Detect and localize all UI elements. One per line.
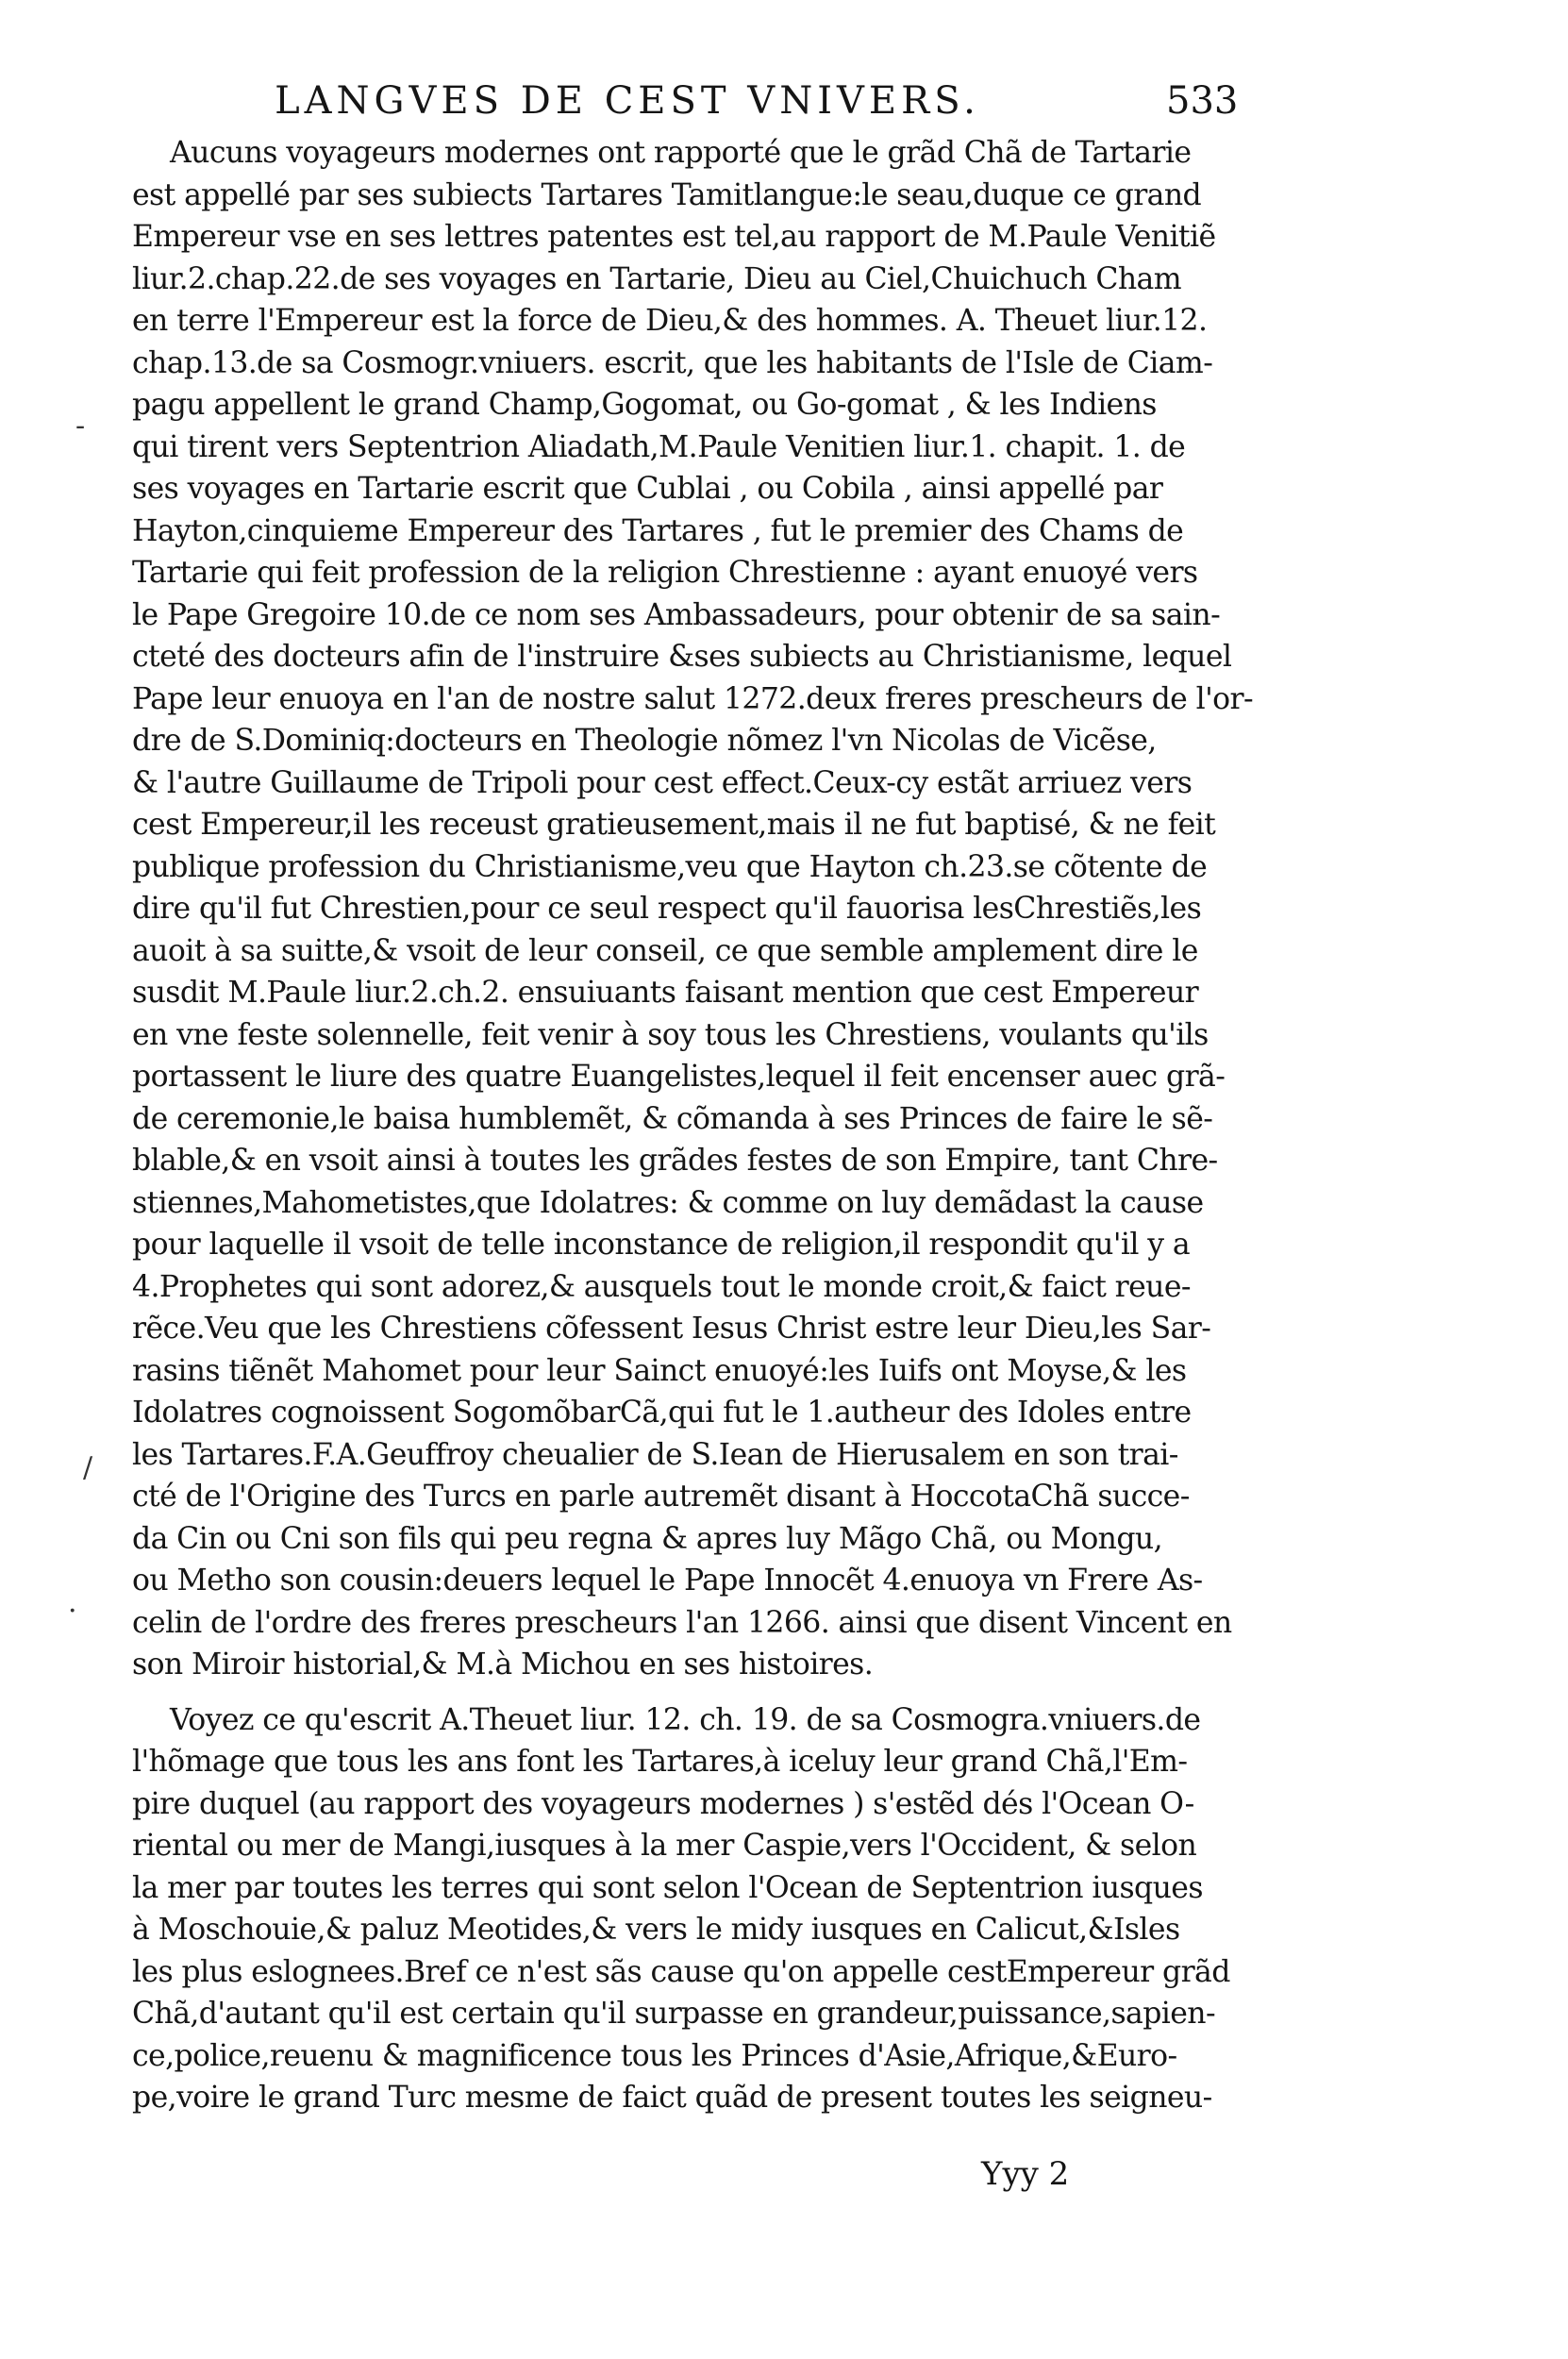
text-line: 4.Prophetes qui sont adorez,& ausquels tout le monde croit,& faict reue- [132, 1269, 1191, 1304]
text-line: stiennes,Mahometistes,que Idolatres: & comme on luy demãdast la cause [132, 1185, 1204, 1220]
text-line: chap.13.de sa Cosmogr.vniuers. escrit, que les habitants de l'Isle de Ciam- [132, 345, 1213, 380]
text-line: riental ou mer de Mangi,iusques à la mer Caspie,vers l'Occident, & selon [132, 1829, 1197, 1863]
text-line: en vne feste solennelle, feit venir à soy tous les Chrestiens, voulants qu'ils [132, 1017, 1209, 1052]
margin-dash-mark: - [75, 410, 86, 443]
text-line: & l'autre Guillaume de Tripoli pour cest effect.Ceux-cy estãt arriuez vers [132, 765, 1193, 800]
text-line: la mer par toutes les terres qui sont selon l'Ocean de Septentrion iusques [132, 1870, 1203, 1905]
text-line: pire duquel (au rapport des voyageurs modernes ) s'estẽd dés l'Ocean O- [132, 1786, 1194, 1821]
text-line: da Cin ou Cni son fils qui peu regna & apres luy Mãgo Chã, ou Mongu, [132, 1521, 1163, 1556]
text-line: ce,police,reuenu & magnificence tous les Princes d'Asie,Afrique,&Euro- [132, 2038, 1177, 2073]
text-line: auoit à sa suitte,& vsoit de leur conseil, ce que semble amplement dire le [132, 933, 1198, 968]
text-line: de ceremonie,le baisa humblemẽt, & cõmanda à ses Princes de faire le sẽ- [132, 1101, 1213, 1136]
text-line: à Moschouie,& paluz Meotides,& vers le midy iusques en Calicut,&Isles [132, 1913, 1180, 1947]
text-line: blable,& en vsoit ainsi à toutes les grãdes festes de son Empire, tant Chre- [132, 1144, 1218, 1178]
text-line: cest Empereur,il les receust gratieusement,mais il ne fut baptisé, & ne feit [132, 808, 1216, 842]
text-line: qui tirent vers Septentrion Aliadath,M.Paule Venitien liur.1. chapit. 1. de [132, 429, 1186, 464]
text-line: rẽce.Veu que les Chrestiens cõfessent Iesus Christ estre leur Dieu,les Sar- [132, 1312, 1211, 1346]
text-line: Hayton,cinquieme Empereur des Tartares , fut le premier des Chams de [132, 513, 1184, 548]
margin-dot-mark: · [68, 1595, 77, 1628]
text-line: les plus eslognees.Bref ce n'est sãs cause qu'on appelle cestEmpereur grãd [132, 1954, 1230, 1989]
text-line: est appellé par ses subiects Tartares Tamitlangue:le seau,duque ce grand [132, 177, 1202, 212]
running-title: LANGVES DE CEST VNIVERS. [275, 79, 980, 123]
text-line: portassent le liure des quatre Euangelistes,lequel il feit encenser auec grã- [132, 1060, 1226, 1094]
margin-stroke-mark: / [83, 1451, 93, 1484]
text-line: ou Metho son cousin:deuers lequel le Pape Innocẽt 4.enuoya vn Frere As- [132, 1564, 1203, 1598]
signature-mark: Yyy 2 [981, 2155, 1070, 2193]
text-line: pe,voire le grand Turc mesme de faict quãd de present toutes les seigneu- [132, 2081, 1212, 2115]
text-line: Idolatres cognoissent SogomõbarCã,qui fut le 1.autheur des Idoles entre [132, 1396, 1192, 1430]
paragraph-gap [132, 1686, 1311, 1699]
text-line: publique profession du Christianisme,veu que Hayton ch.23.se cõtente de [132, 849, 1208, 884]
main-text [132, 132, 1311, 2119]
text-line: Pape leur enuoya en l'an de nostre salut 1272.deux freres prescheurs de l'or- [132, 681, 1253, 716]
paragraph-1 [132, 132, 1311, 1686]
text-line: l'hõmage que tous les ans font les Tartares,à iceluy leur grand Chã,l'Em- [132, 1745, 1188, 1779]
text-line: Empereur vse en ses lettres patentes est tel,au rapport de M.Paule Venitiẽ [132, 220, 1216, 254]
text-line: les Tartares.F.A.Geuffroy cheualier de S.Iean de Hierusalem en son trai- [132, 1437, 1178, 1472]
text-line: dre de S.Dominiq:docteurs en Theologie nõmez l'vn Nicolas de Vicẽse, [132, 724, 1157, 758]
text-line: celin de l'ordre des freres prescheurs l'an 1266. ainsi que disent Vincent en [132, 1605, 1232, 1640]
text-line: liur.2.chap.22.de ses voyages en Tartarie, Dieu au Ciel,Chuichuch Cham [132, 261, 1181, 296]
text-line: cteté des docteurs afin de l'instruire &ses subiects au Christianisme, lequel [132, 640, 1232, 674]
text-line: Voyez ce qu'escrit A.Theuet liur. 12. ch. 19. de sa Cosmogra.vniuers.de [170, 1702, 1201, 1737]
text-line: cté de l'Origine des Turcs en parle autremẽt disant à HoccotaChã succe- [132, 1480, 1190, 1514]
text-line: le Pape Gregoire 10.de ce nom ses Ambassadeurs, pour obtenir de sa sain- [132, 597, 1221, 632]
text-line: Chã,d'autant qu'il est certain qu'il surpasse en grandeur,puissance,sapien- [132, 1997, 1216, 2031]
text-line: pagu appellent le grand Champ,Gogomat, ou Go-gomat , & les Indiens [132, 388, 1157, 422]
page-number: 533 [1166, 79, 1239, 123]
text-line: ses voyages en Tartarie escrit que Cublai , ou Cobila , ainsi appellé par [132, 472, 1163, 506]
text-line: Tartarie qui feit profession de la religion Chrestienne : ayant enuoyé vers [132, 556, 1198, 590]
paragraph-2 [132, 1699, 1311, 2119]
text-line: Aucuns voyageurs modernes ont rapporté que le grãd Chã de Tartarie [170, 136, 1192, 170]
text-line: susdit M.Paule liur.2.ch.2. ensuiuants faisant mention que cest Empereur [132, 976, 1199, 1010]
text-line: rasins tiẽnẽt Mahomet pour leur Sainct enuoyé:les Iuifs ont Moyse,& les [132, 1353, 1187, 1388]
text-line: son Miroir historial,& M.à Michou en ses histoires. [132, 1648, 874, 1681]
text-line: en terre l'Empereur est la force de Dieu,& des hommes. A. Theuet liur.12. [132, 304, 1208, 338]
text-line: pour laquelle il vsoit de telle inconstance de religion,il respondit qu'il y a [132, 1228, 1191, 1262]
text-line: dire qu'il fut Chrestien,pour ce seul respect qu'il fauorisa lesChrestiẽs,les [132, 892, 1202, 926]
